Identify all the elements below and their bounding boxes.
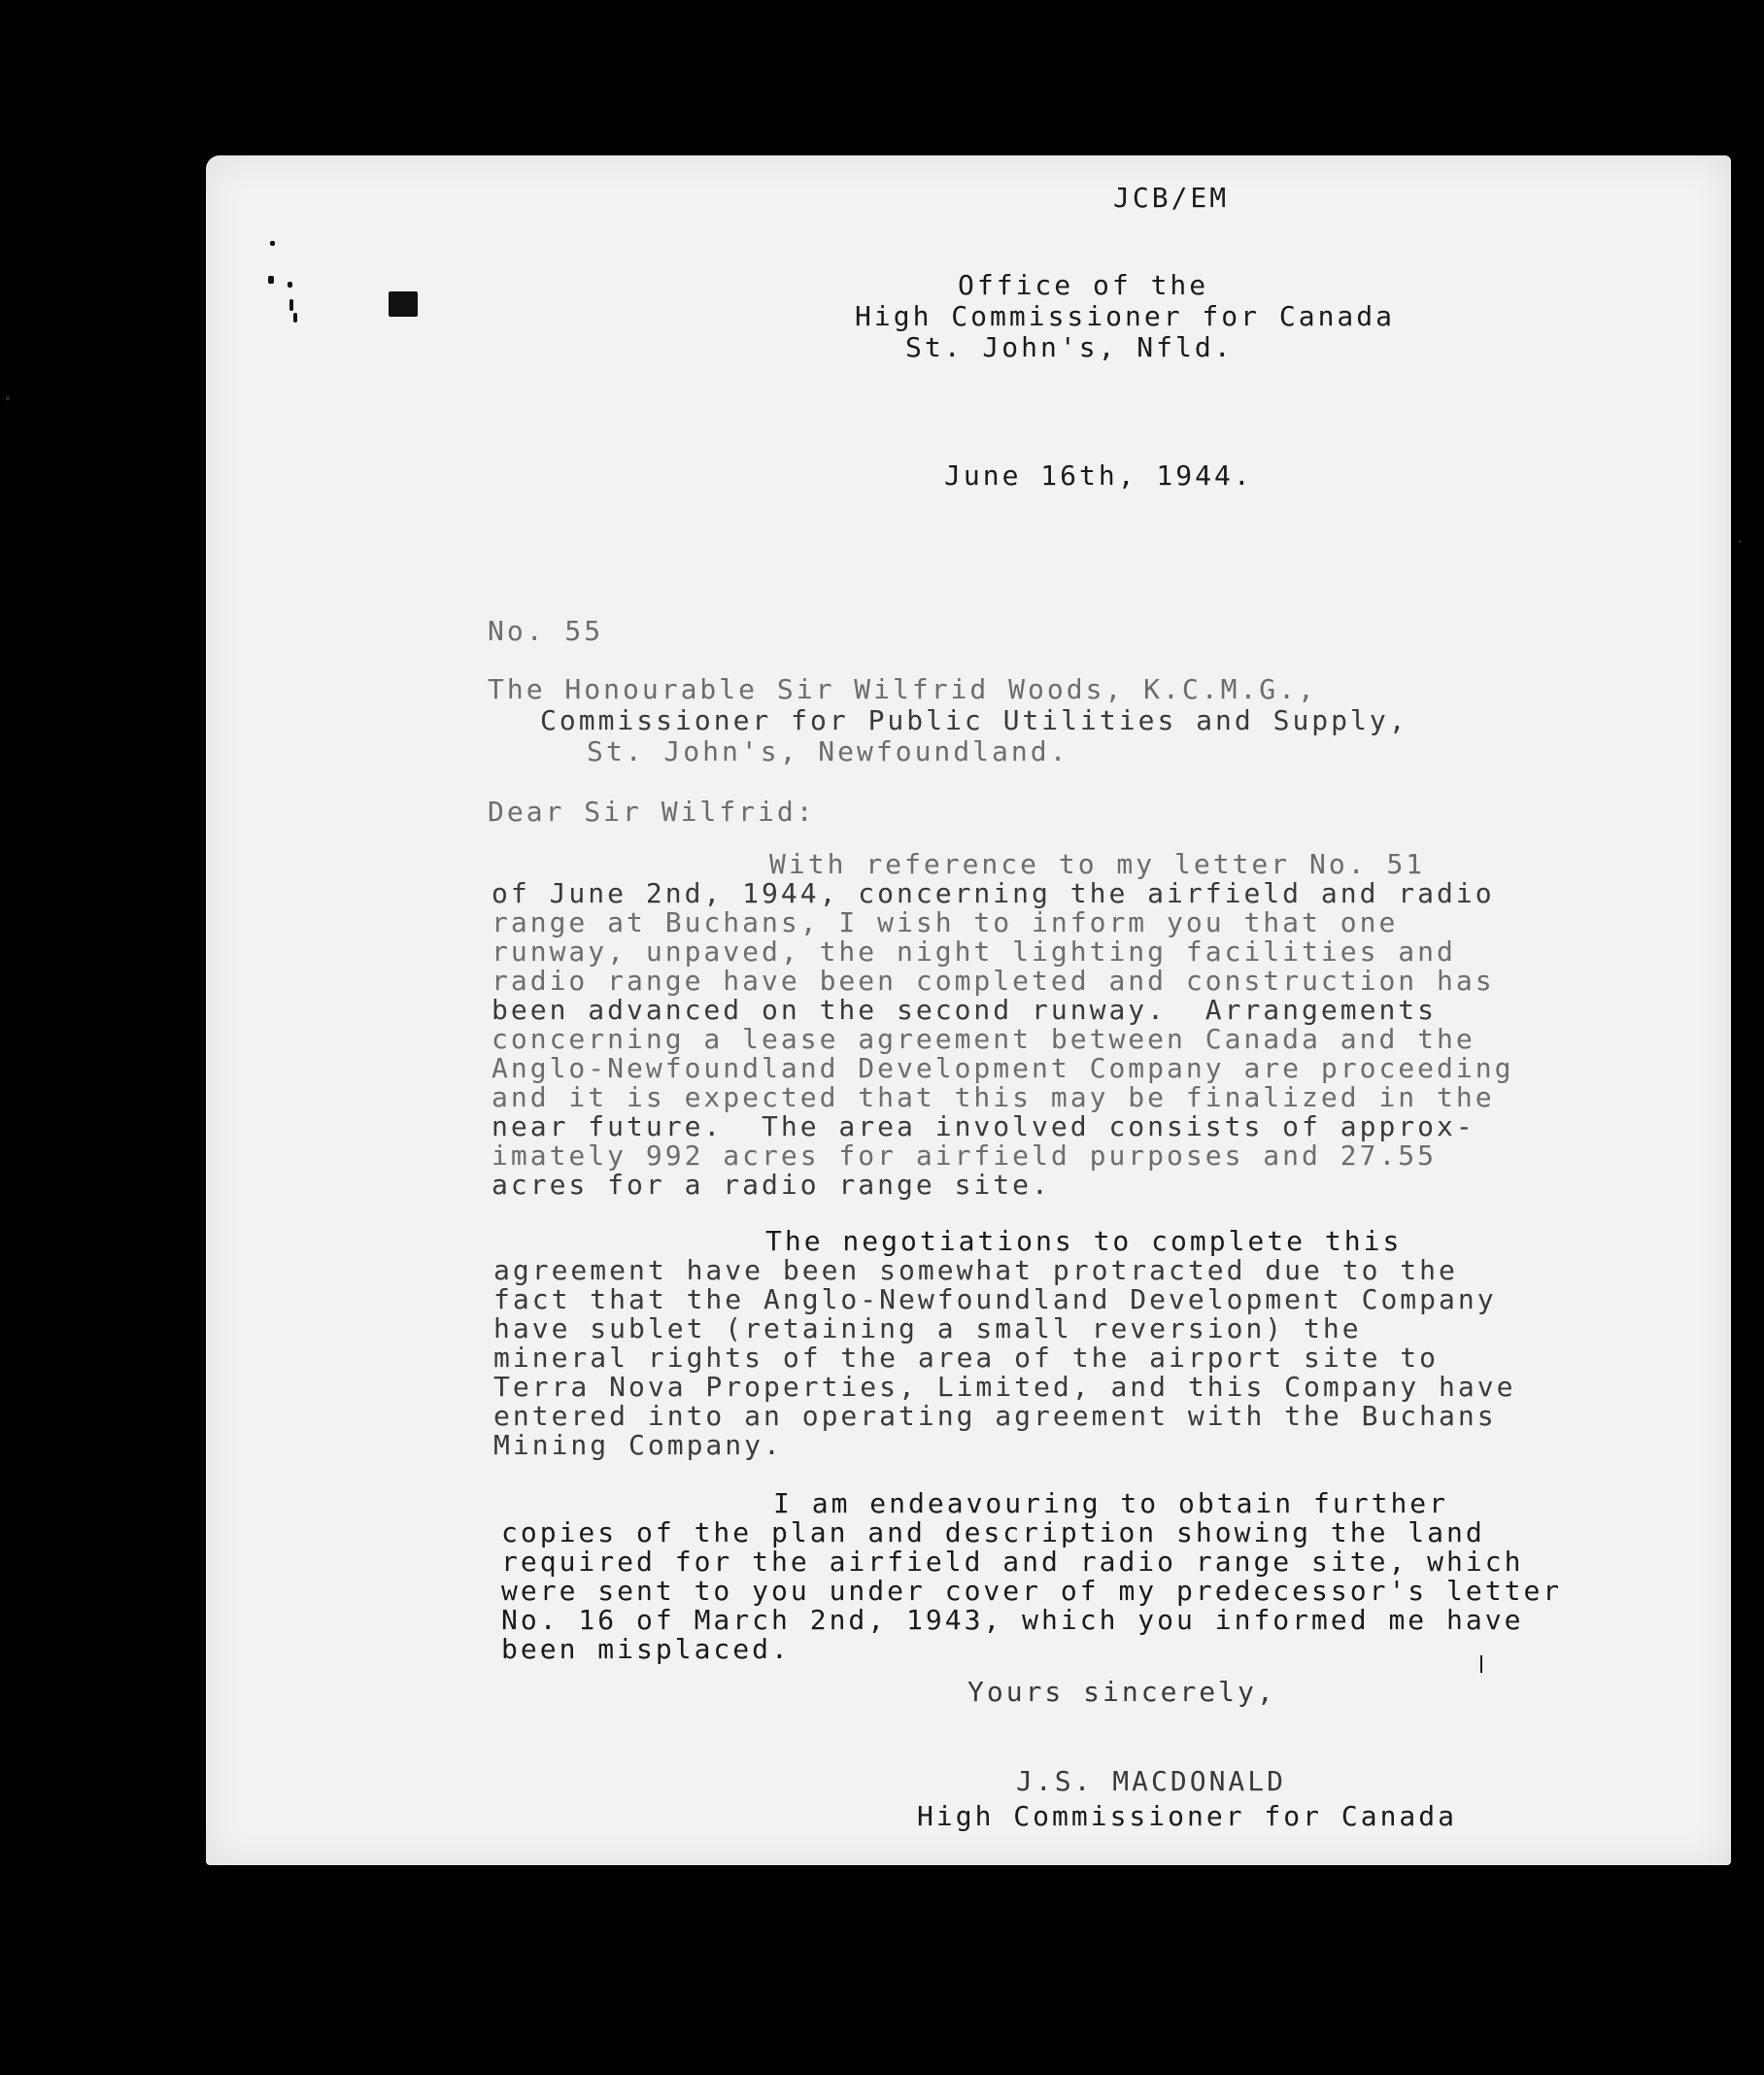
paragraph-1-line: runway, unpaved, the night lighting facilities and [492,935,1456,968]
sender-line-2: High Commissioner for Canada [855,300,1396,332]
sender-line-3: St. John's, Nfld. [905,331,1234,363]
paragraph-3-line: copies of the plan and description showing the land [501,1516,1485,1548]
film-speck [6,396,10,400]
reference-initials: JCB/EM [1113,182,1230,214]
paragraph-1-line: concerning a lease agreement between Canada and the [492,1023,1476,1055]
addressee-line-2: Commissioner for Public Utilities and Supply, [540,704,1408,736]
sender-line-1: Office of the [958,269,1209,301]
paragraph-1-line: imately 992 acres for airfield purposes and 27.55 [492,1140,1438,1172]
paragraph-2-line: mineral rights of the area of the airport site to [493,1342,1440,1374]
paragraph-2-line: have sublet (retaining a small reversion) the [493,1312,1362,1344]
paragraph-2-line: entered into an operating agreement with the Buchans [493,1400,1497,1432]
punch-mark [293,313,297,323]
paragraph-2-line: agreement have been somewhat protracted due to the [493,1254,1458,1286]
signature-name: J.S. MACDONALD [1016,1765,1287,1797]
addressee-line-3: St. John's, Newfoundland. [587,735,1069,767]
paragraph-3-line: been misplaced. [501,1633,791,1665]
closing: Yours sincerely, [967,1676,1276,1708]
paragraph-3-line: required for the airfield and radio range site, which [501,1546,1524,1578]
punch-mark [270,241,275,246]
paragraph-3-line: No. 16 of March 2nd, 1943, which you informed me have [501,1604,1524,1636]
punch-mark [268,276,274,284]
paragraph-1-line: and it is expected that this may be finalized in the [492,1081,1495,1113]
paragraph-2-line: Terra Nova Properties, Limited, and this Company have [493,1371,1516,1403]
paragraph-1-line: of June 2nd, 1944, concerning the airfield and radio [492,877,1495,909]
punch-mark [288,282,292,288]
paragraph-2-line: Mining Company. [493,1429,783,1461]
signature-title: High Commissioner for Canada [917,1800,1458,1832]
punch-mark [289,299,293,311]
salutation: Dear Sir Wilfrid: [488,796,816,828]
letter-date: June 16th, 1944. [944,459,1253,492]
paragraph-1-line: acres for a radio range site. [492,1169,1051,1201]
punch-mark [389,291,418,317]
paragraph-3-line: were sent to you under cover of my predecessor's letter [501,1575,1563,1607]
film-speck [1739,540,1742,543]
paragraph-1-line: been advanced on the second runway. Arrangements [492,994,1438,1026]
edge-tick [1480,1655,1482,1673]
paragraph-1-line: radio range have been completed and construction has [492,965,1495,997]
paragraph-1-line: With reference to my letter No. 51 [769,848,1426,880]
letter-number: No. 55 [488,615,604,647]
paragraph-2-line: The negotiations to complete this [765,1225,1403,1257]
paragraph-1-line: near future. The area involved consists of approx- [492,1110,1476,1142]
letter-page [206,155,1731,1865]
addressee-line-1: The Honourable Sir Wilfrid Woods, K.C.M.G., [488,673,1317,705]
paragraph-2-line: fact that the Anglo-Newfoundland Development Company [493,1283,1497,1315]
paragraph-1-line: Anglo-Newfoundland Development Company are proceeding [492,1052,1514,1084]
paragraph-1-line: range at Buchans, I wish to inform you that one [492,906,1399,938]
paragraph-3-line: I am endeavouring to obtain further [773,1487,1449,1519]
